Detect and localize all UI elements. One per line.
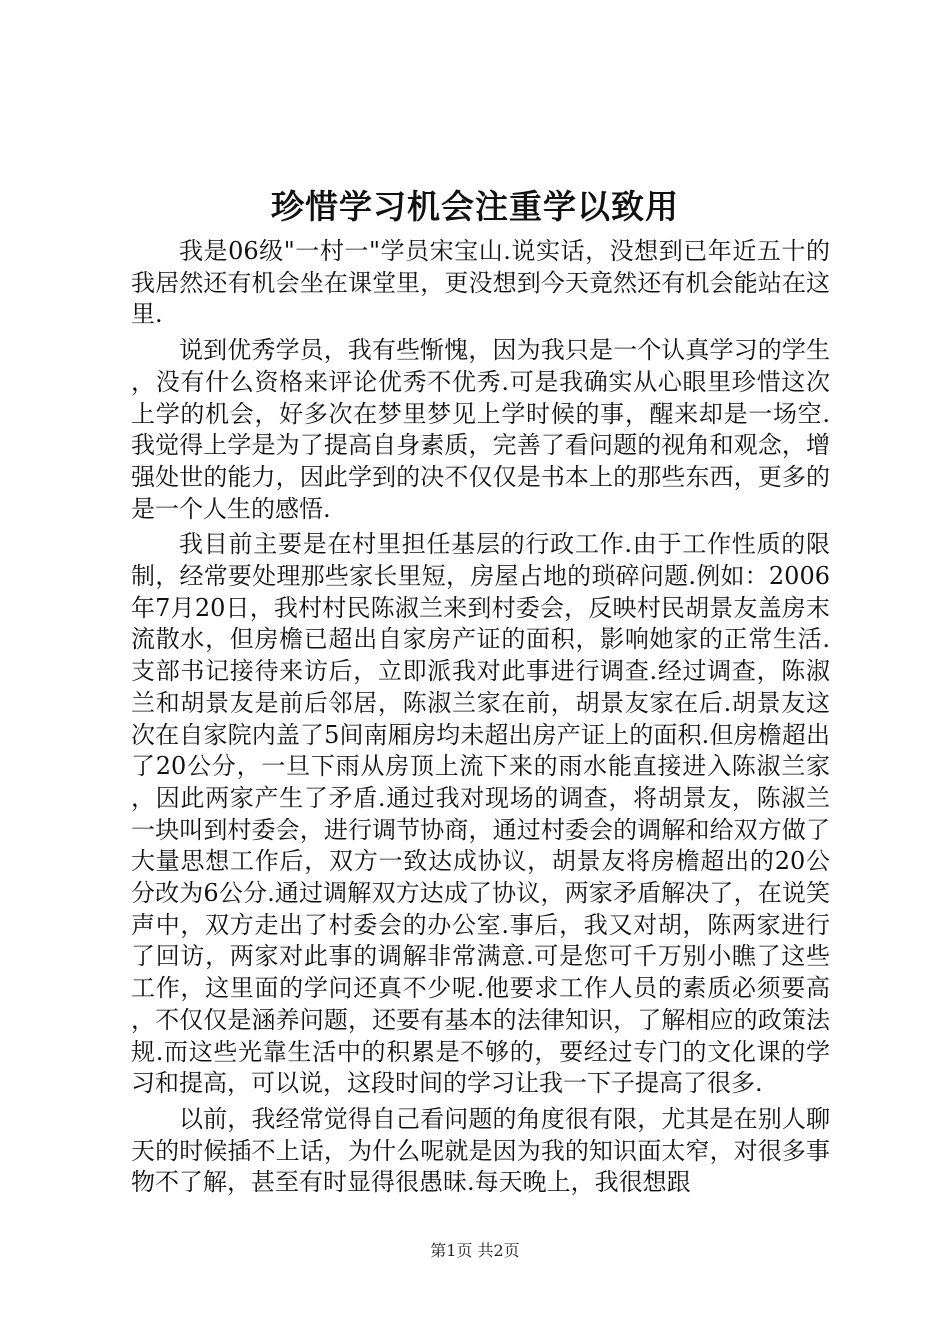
document-body [131,236,830,1203]
paragraph-4: 以前，我经常觉得自己看问题的角度很有限，尤其是在别人聊天的时候插不上话，为什么呢就是因为我的知识面太窄，对很多事物不了解，甚至有时显得很愚昧.每天晚上，我很想跟 [131,1104,830,1197]
paragraph-1: 我是06级"一村一"学员宋宝山.说实话，没想到已年近五十的我居然还有机会坐在课堂里，更没想到今天竟然还有机会能站在这里. [131,237,830,329]
paragraph-3: 我目前主要是在村里担任基层的行政工作.由于工作性质的限制，经常要处理那些家长里短，房屋占地的琐碎问题.例如：2006年7月20日，我村村民陈淑兰来到村委会，反映村民胡景友盖房末流散水，但房檐已超出自家房产证的面积，影响她家的正常生活.支部书记接待来访后，立即派我对此事进行调查.经过调查，陈淑兰和胡景友是前后邻居，陈淑兰家在前，胡景友家在后.胡景友这次在自家院内盖了5间南厢房均未超出房产证上的面积.但房檐超出了20公分，一旦下雨从房顶上流下来的雨水能直接进入陈淑兰家，因此两家产生了矛盾.通过我对现场的调查，将胡景友，陈淑兰一块叫到村委会，进行调节协商，通过村委会的调解和给双方做了大量思想工作后，双方一致达成协议，胡景友将房檐超出的20公分改为6公分.通过调解双方达成了协议，两家矛盾解决了，在说笑声中，双方走出了村委会的办公室.事后，我又对胡，陈两家进行了回访，两家对此事的调解非常满意.可是您可千万别小瞧了这些工作，这里面的学问还真不少呢.他要求工作人员的素质必须要高，不仅仅是涵养问题，还要有基本的法律知识，了解相应的政策法规.而这些光靠生活中的积累是不够的，要经过专门的文化课的学习和提高，可以说，这段时间的学习让我一下子提高了很多. [131,530,830,1098]
page-number-footer: 第1页 共2页 [430,1241,520,1260]
document-title: 珍惜学习机会注重学以致用 [271,187,679,226]
paragraph-2: 说到优秀学员，我有些惭愧，因为我只是一个认真学习的学生，没有什么资格来评论优秀不优秀.可是我确实从心眼里珍惜这次上学的机会，好多次在梦里梦见上学时候的事，醒来却是一场空.我觉得上学是为了提高自身素质，完善了看问题的视角和观念，增强处世的能力，因此学到的决不仅仅是书本上的那些东西，更多的是一个人生的感悟. [131,336,830,523]
